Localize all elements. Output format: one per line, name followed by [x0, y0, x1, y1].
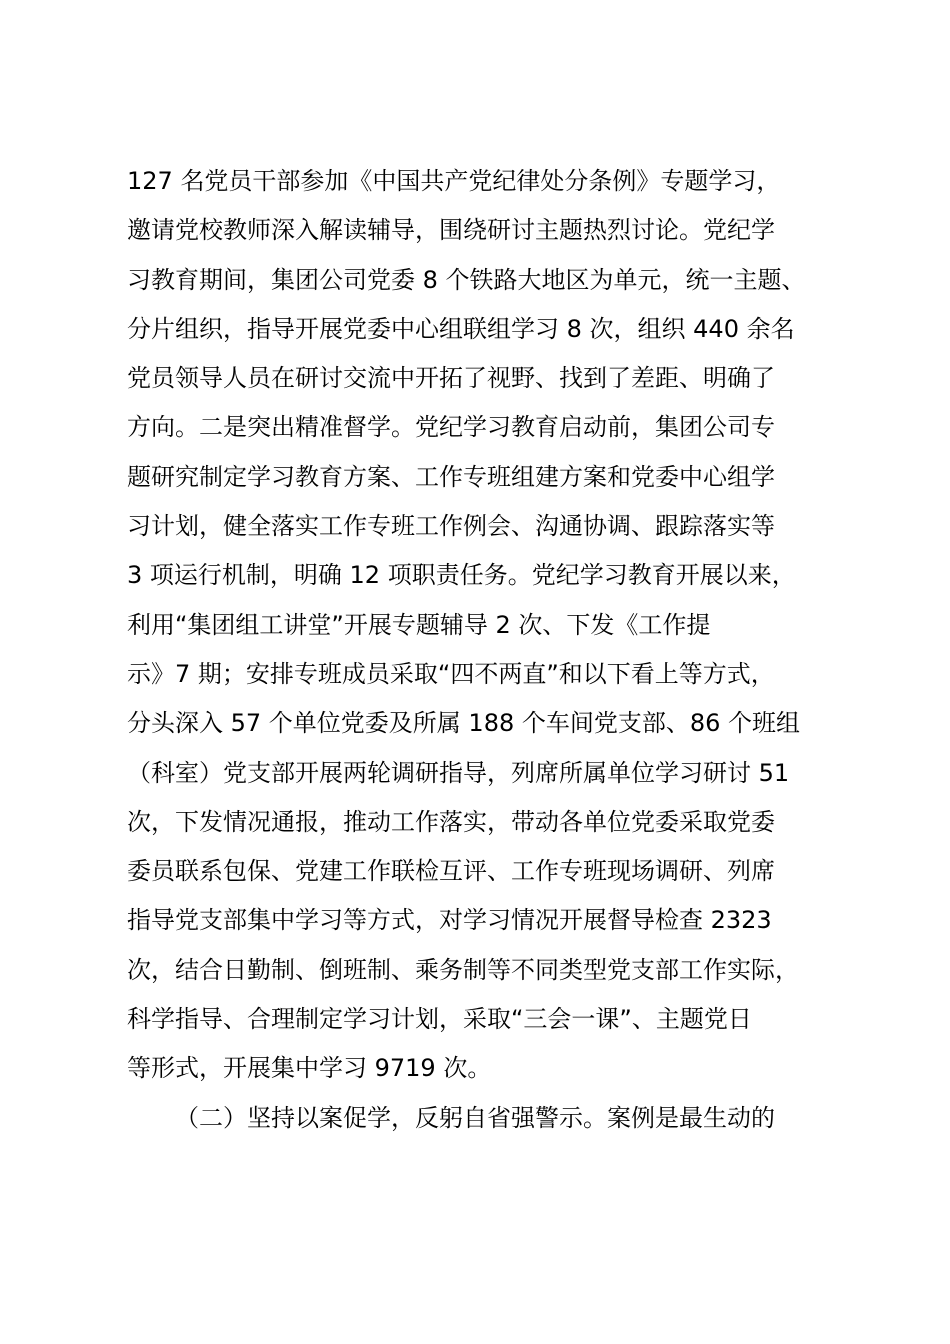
text-line: 委员联系包保、党建工作联检互评、工作专班现场调研、列席	[127, 857, 775, 886]
section-heading: （二）坚持以案促学，反躬自省强警示。案例是最生动的	[175, 1103, 775, 1132]
text-line: 邀请党校教师深入解读辅导，围绕研讨主题热烈讨论。党纪学	[127, 216, 775, 245]
text-line: 方向。二是突出精准督学。党纪学习教育启动前，集团公司专	[127, 413, 775, 442]
text-line: 次，下发情况通报，推动工作落实，带动各单位党委采取党委	[127, 807, 775, 836]
text-line: 示》7 期；安排专班成员采取“四不两直”和以下看上等方式，	[127, 659, 775, 688]
text-line: 党员领导人员在研讨交流中开拓了视野、找到了差距、明确了	[127, 364, 775, 393]
text-line: 习计划，健全落实工作专班工作例会、沟通协调、跟踪落实等	[127, 512, 775, 541]
text-line: （科室）党支部开展两轮调研指导，列席所属单位学习研讨 51	[127, 758, 790, 787]
text-line: 科学指导、合理制定学习计划，采取“三会一课”、主题党日	[127, 1005, 752, 1034]
text-line: 分头深入 57 个单位党委及所属 188 个车间党支部、86 个班组	[127, 709, 801, 738]
text-line: 3 项运行机制，明确 12 项职责任务。党纪学习教育开展以来，	[127, 561, 796, 590]
text-line: 等形式，开展集中学习 9719 次。	[127, 1054, 492, 1083]
text-line: 127 名党员干部参加《中国共产党纪律处分条例》专题学习，	[127, 167, 781, 195]
text-line: 利用“集团组工讲堂”开展专题辅导 2 次、下发《工作提	[127, 610, 711, 639]
text-line: 次，结合日勤制、倒班制、乘务制等不同类型党支部工作实际，	[127, 955, 799, 984]
text-line: 习教育期间，集团公司党委 8 个铁路大地区为单元，统一主题、	[127, 265, 806, 294]
text-line: 题研究制定学习教育方案、工作专班组建方案和党委中心组学	[127, 462, 775, 491]
text-line: 指导党支部集中学习等方式，对学习情况开展督导检查 2323	[127, 906, 772, 935]
body-text	[127, 157, 847, 1143]
text-line: 分片组织，指导开展党委中心组联组学习 8 次，组织 440 余名	[127, 314, 795, 343]
